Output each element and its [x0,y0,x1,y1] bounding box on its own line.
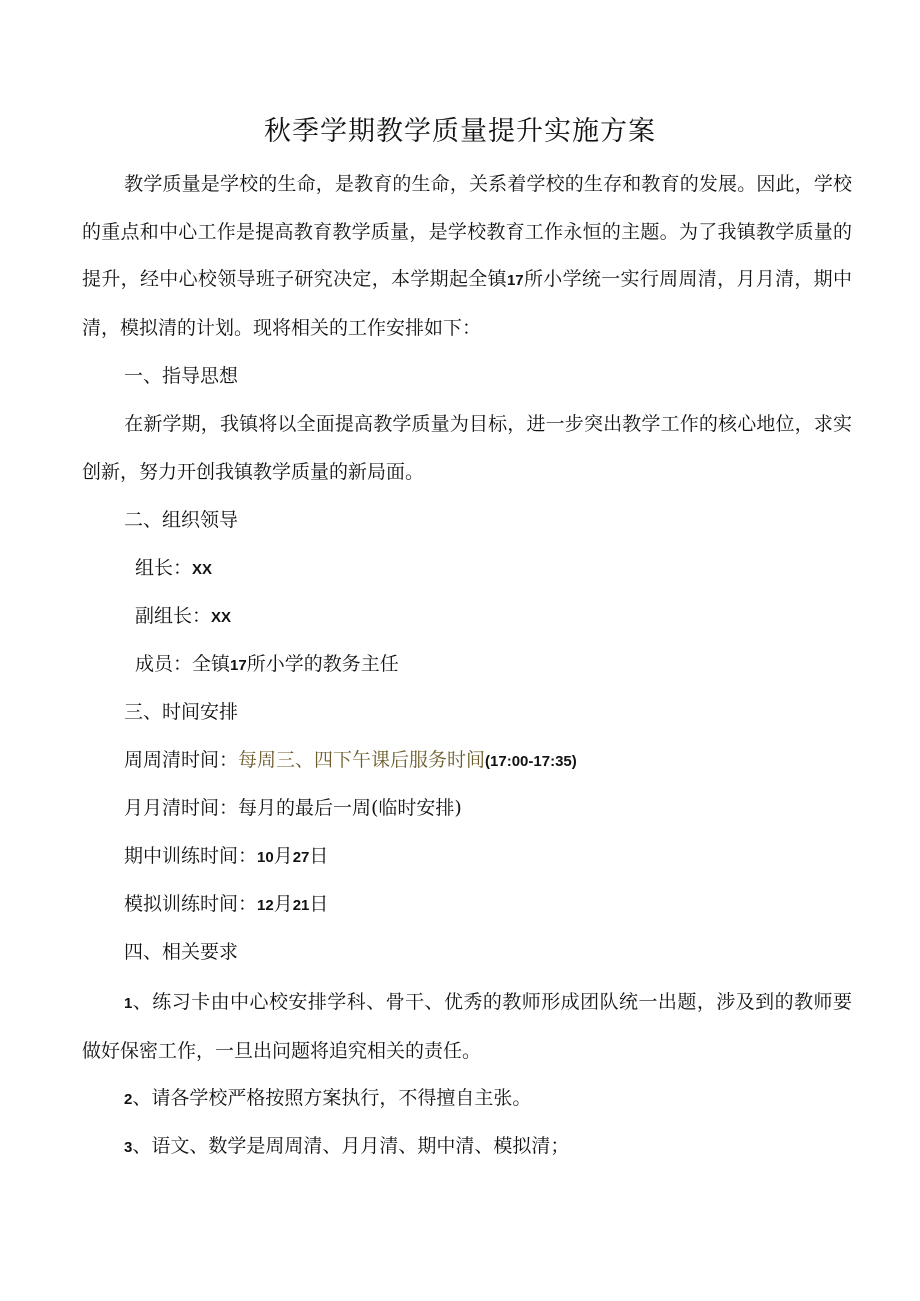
mock-label: 模拟训练时间： [124,893,258,915]
requirement-text: 练习卡由中心校安排学科、骨干、优秀的教师形成团队统一出题，涉及到的教师要做好保密工作，一旦出问题将追究相关的责任。 [82,991,852,1062]
monthly-row: 月月清时间：每月的最后一周(临时安排) [124,797,462,819]
document-title: 秋季学期教学质量提升实施方案 [264,116,656,147]
mock-row [124,890,328,920]
requirement-item-1 [82,979,852,1075]
requirement-sep: 、 [132,991,153,1013]
deputy-label: 副组长： [135,605,212,627]
requirement-item-3 [82,1123,852,1172]
section3-heading: 三、时间安排 [124,701,239,723]
requirement-sep: 、 [132,1135,152,1157]
mock-day-unit: 日 [309,893,329,915]
mock-day: 21 [292,897,310,914]
deputy-value: XX [211,609,232,626]
requirement-item-2 [82,1075,852,1124]
members-rest: 所小学的教务主任 [246,653,399,675]
requirement-text: 请各学校严格按照方案执行，不得擅自主张。 [151,1087,532,1109]
requirement-text: 语文、数学是周周清、月月清、期中清、模拟清； [151,1135,570,1157]
intro-text-b: 所小学统一实行周周清，月月清，期中清，模拟清的计划。现将相关的工作安排如下： [82,268,852,339]
leader-label: 组长： [135,557,193,579]
weekly-value: 每周三、四下午课后服务时间 [238,749,486,771]
midterm-month: 10 [257,849,274,866]
members-count: 17 [230,657,247,674]
members-label: 成员：全镇 [135,653,231,675]
midterm-month-unit: 月 [273,845,293,867]
mock-month-unit: 月 [273,893,293,915]
requirement-num: 3 [124,1139,133,1156]
section1-body: 在新学期，我镇将以全面提高教学质量为目标，进一步突出教学工作的核心地位，求实创新，努力开创我镇教学质量的新局面。 [82,413,852,483]
section4-heading: 四、相关要求 [124,941,239,963]
weekly-label: 周周清时间： [124,749,239,771]
leader-value: XX [192,561,213,578]
midterm-label: 期中训练时间： [124,845,258,867]
intro-school-count: 17 [506,272,524,289]
section1-heading: 一、指导思想 [124,365,239,387]
intro-paragraph [82,161,852,352]
requirement-num: 1 [124,995,133,1012]
intro-text-a: 教学质量是学校的生命，是教育的生命，关系着学校的生存和教育的发展。因此，学校的重点和中心工作是提高教育教学质量，是学校教育工作永恒的主题。为了我镇教学质量的提升，经中心校领导班子研究决定，本学期起全镇 [82,173,852,290]
leader-row [135,554,212,584]
deputy-row [135,602,231,632]
midterm-day: 27 [292,849,310,866]
requirement-sep: 、 [132,1087,152,1109]
section2-heading: 二、组织领导 [124,509,239,531]
members-row [135,650,399,680]
mock-month: 12 [257,897,274,914]
weekly-time: (17:00-17:35) [485,753,577,770]
midterm-row [124,842,328,872]
section1-paragraph [82,401,852,496]
requirement-num: 2 [124,1091,133,1108]
weekly-row [124,746,577,776]
midterm-day-unit: 日 [309,845,329,867]
